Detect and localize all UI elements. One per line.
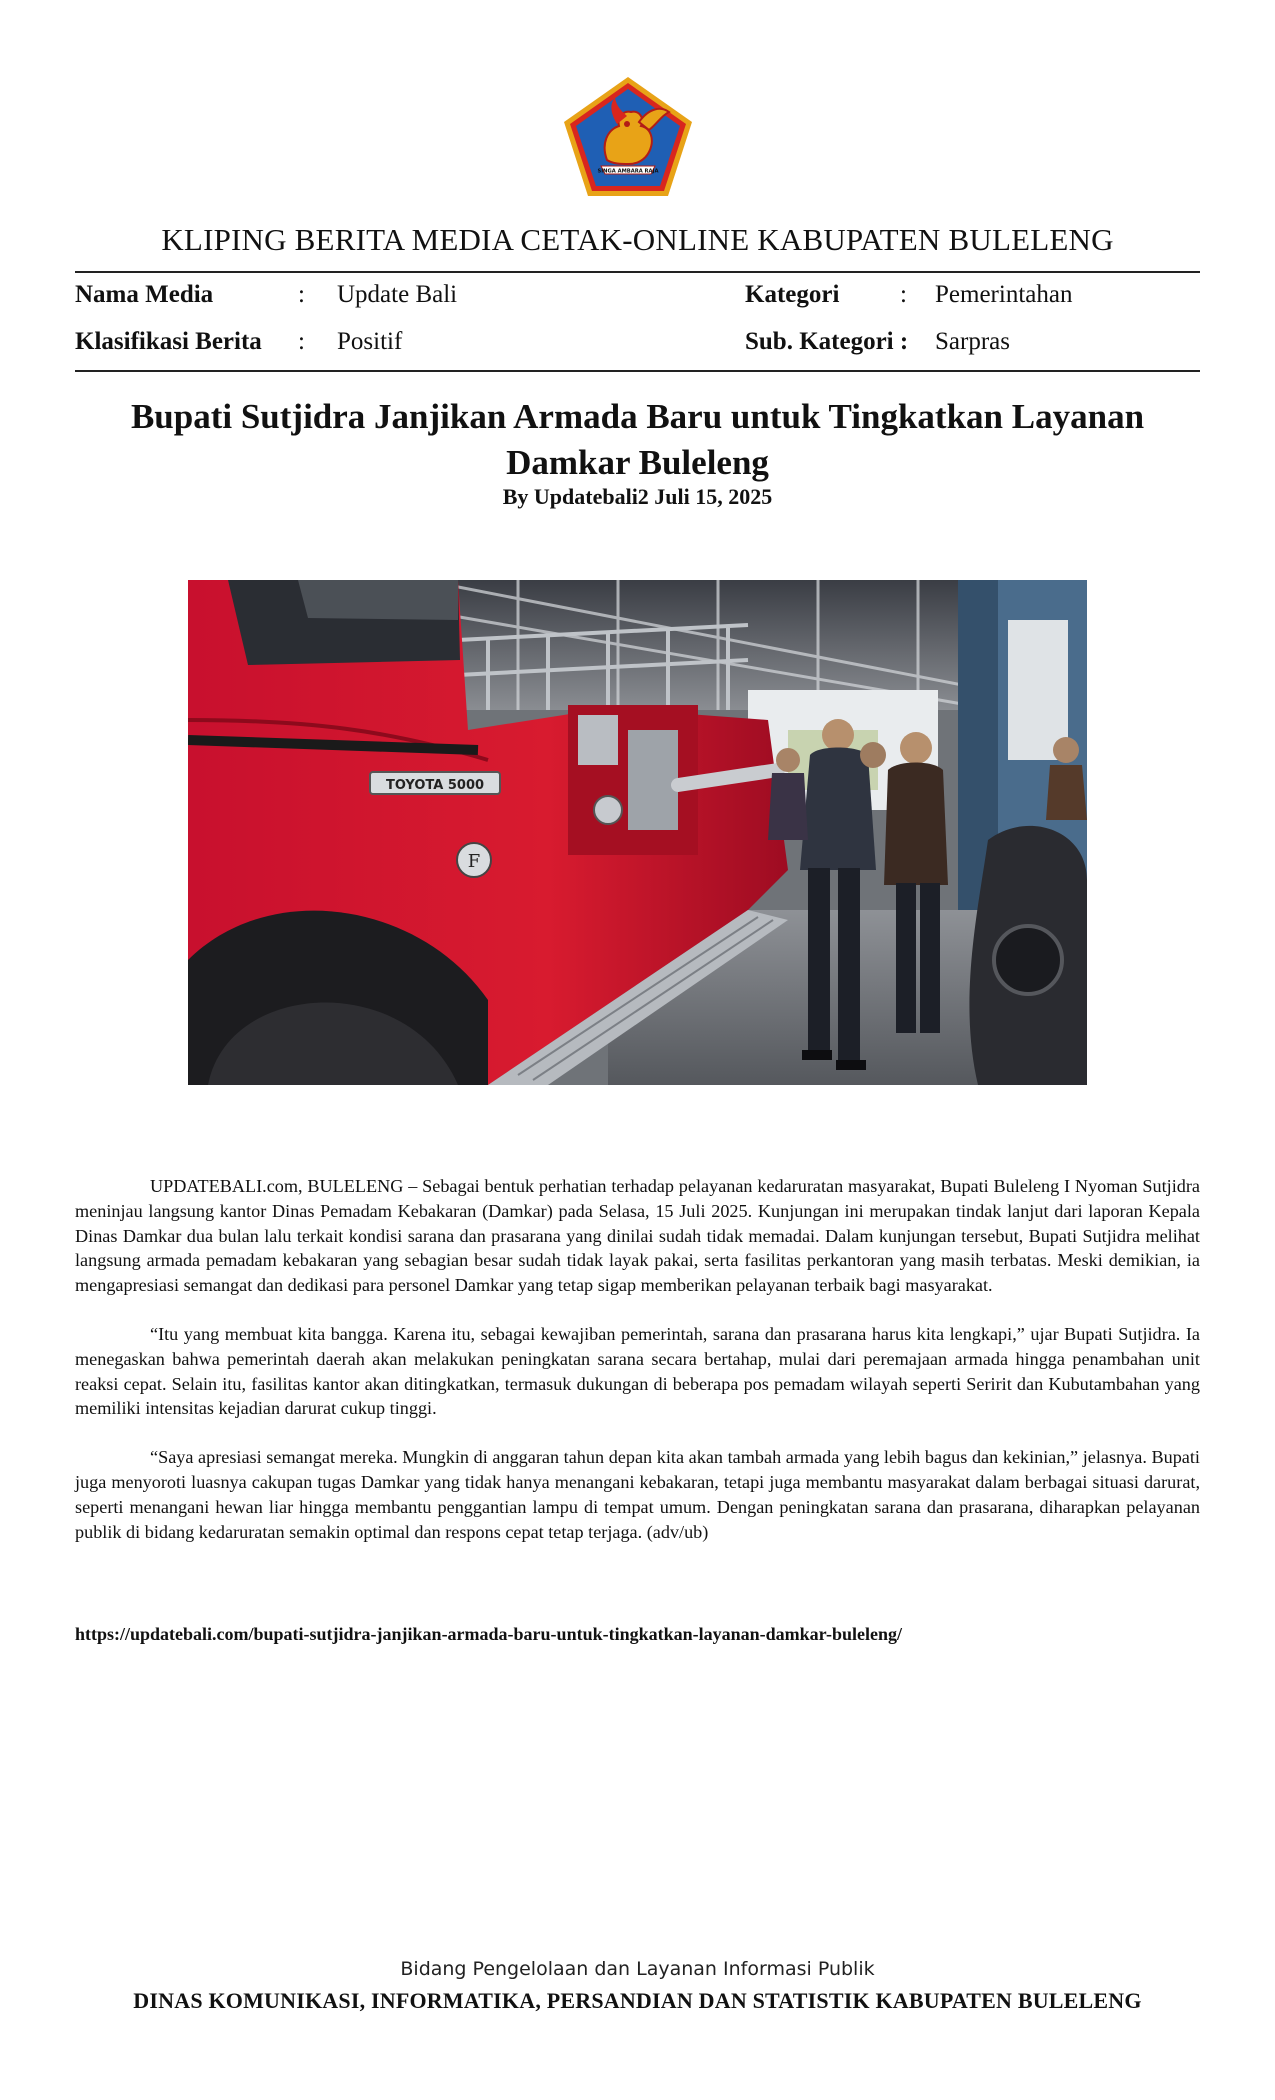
- media-name-value: Update Bali: [337, 281, 458, 308]
- footer-unit-name: Bidang Pengelolaan dan Layanan Informasi Publik: [400, 1958, 875, 1980]
- subcategory-value: Sarpras: [935, 328, 1010, 355]
- header-divider: [75, 271, 1200, 273]
- article-paragraph: UPDATEBALI.com, BULELENG – Sebagai bentuk perhatian terhadap pelayanan kedaruratan masyarakat, Bupati Buleleng I Nyoman Sutjidra meninjau langsung kantor Dinas Pemadam Kebakaran (Damkar) pada Selasa, 15 Juli 2025. Kunjungan ini merupakan tindak lanjut dari laporan Kepala Dinas Damkar dua bulan lalu terkait kondisi sarana dan prasarana yang dinilai sudah tidak memadai. Dalam kunjungan tersebut, Bupati Sutjidra melihat langsung armada pemadam kebakaran yang sebagian besar sudah tidak layak pakai, serta fasilitas perkantoran yang masih terbatas. Meski demikian, ia mengapresiasi semangat dan dedikasi para personel Damkar yang tetap sigap memberikan pelayanan terbaik bagi masyarakat.: [75, 1176, 1200, 1296]
- subcategory-label: Sub. Kategori :: [745, 328, 909, 355]
- buleleng-emblem-logo: [561, 74, 695, 200]
- article-title: Bupati Sutjidra Janjikan Armada Baru untuk Tingkatkan Layanan Damkar Buleleng: [130, 397, 1145, 482]
- svg-text:F: F: [467, 851, 481, 872]
- category-label: Kategori: [745, 281, 840, 308]
- article-paragraph: “Itu yang membuat kita bangga. Karena itu, sebagai kewajiban pemerintah, sarana dan prasarana harus kita lengkapi,” ujar Bupati Sutjidra. Ia menegaskan bahwa pemerintah daerah akan melakukan peningkatan sarana secara bertahap, mulai dari peremajaan armada hingga penambahan unit reaksi cepat. Selain itu, fasilitas kantor akan ditingkatkan, termasuk dukungan di beberapa pos pemadam wilayah seperti Seririt dan Kubutambahan yang memiliki intensitas kejadian darurat cukup tinggi.: [75, 1323, 1200, 1419]
- classification-label: Klasifikasi Berita: [75, 328, 262, 355]
- clipping-header-title: KLIPING BERITA MEDIA CETAK-ONLINE KABUPATEN BULELENG: [161, 222, 1114, 257]
- article-byline: By Updatebali2 Juli 15, 2025: [502, 484, 773, 509]
- media-name-label: Nama Media: [75, 281, 214, 308]
- article-body: [75, 1174, 1200, 1568]
- footer-organization: DINAS KOMUNIKASI, INFORMATIKA, PERSANDIAN DAN STATISTIK KABUPATEN BULELENG: [133, 1988, 1142, 2013]
- category-colon: :: [900, 281, 907, 308]
- classification-colon: :: [298, 328, 305, 355]
- article-photo-fire-truck: [188, 580, 1087, 1085]
- media-name-colon: :: [298, 281, 305, 308]
- article-source-link[interactable]: https://updatebali.com/bupati-sutjidra-janjikan-armada-baru-untuk-tingkatkan-layanan-damkar-buleleng/: [75, 1624, 902, 1644]
- article-paragraph: “Saya apresiasi semangat mereka. Mungkin di anggaran tahun depan kita akan tambah armada yang lebih bagus dan kekinian,” jelasnya. Bupati juga menyoroti luasnya cakupan tugas Damkar yang tidak hanya menangani kebakaran, tetapi juga membantu masyarakat dalam berbagai situasi darurat, seperti menangani hewan liar hingga membantu penggantian lampu di tempat umum. Dengan peningkatan sarana dan prasarana, diharapkan pelayanan publik di bidang kedaruratan semakin optimal dan respons cepat tetap terjaga. (adv/ub): [75, 1447, 1200, 1542]
- classification-value: Positif: [337, 328, 403, 355]
- svg-text:SINGA AMBARA RAJA: SINGA AMBARA RAJA: [597, 168, 659, 175]
- meta-divider: [75, 370, 1200, 372]
- category-value: Pemerintahan: [935, 281, 1073, 308]
- svg-text:TOYOTA 5000: TOYOTA 5000: [385, 778, 485, 793]
